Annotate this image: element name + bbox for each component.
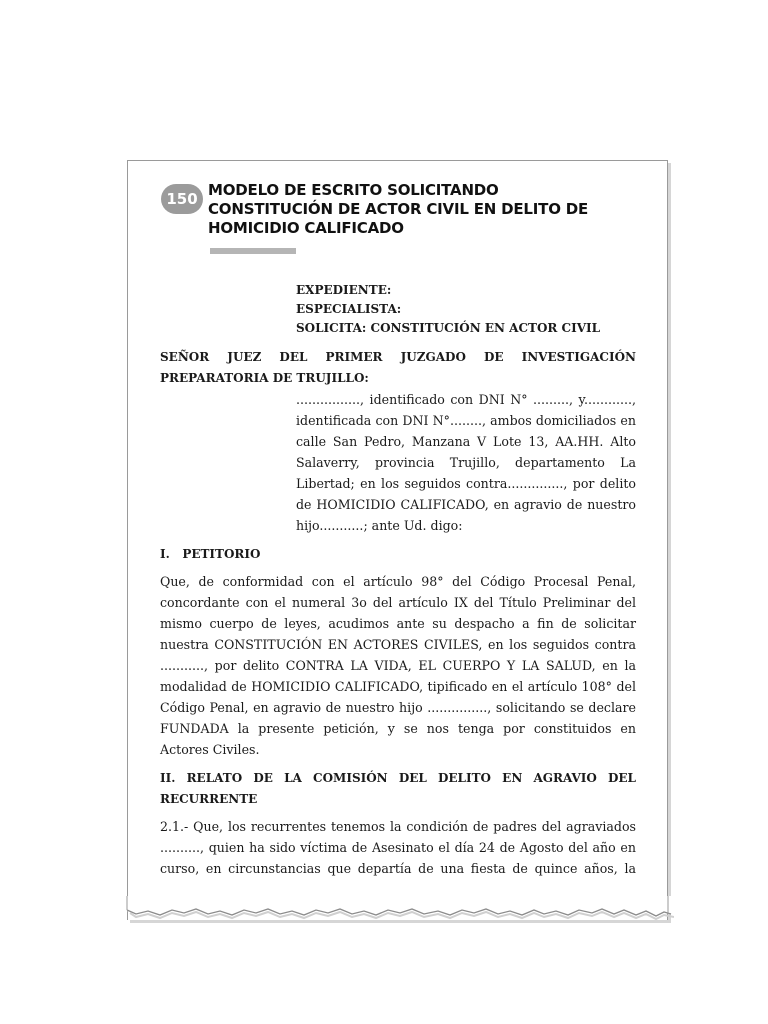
relato-heading: II. RELATO DE LA COMISIÓN DEL DELITO EN AGRAVIO DEL RECURRENTE	[160, 771, 636, 806]
document-body	[160, 347, 636, 879]
especialista-label: ESPECIALISTA:	[296, 302, 402, 316]
model-number-badge: 150	[161, 184, 203, 214]
petitorio-paragraph: Que, de conformidad con el artículo 98° del Código Procesal Penal, concordante con el numeral 3o del artículo IX del Título Preliminar del mismo cuerpo de leyes, acudimos ante su despacho a fin de solicitar nuestra CONSTITUCIÓN EN ACTORES CIVILES, en los seguidos contra ..........., por delito CONTRA LA VIDA, EL CUERPO Y LA SALUD, en la modalidad de HOMICIDIO CALIFICADO, tipificado en el artículo 108° del Código Penal, en agravio de nuestro hijo ..............., solicitando se declare FUNDADA la presente petición, y se nos tenga por constituidos en Actores Civiles.	[160, 574, 636, 757]
expediente-label: EXPEDIENTE:	[296, 283, 392, 297]
petitorio-heading: I. PETITORIO	[160, 547, 261, 561]
case-header	[296, 281, 656, 338]
document-title: MODELO DE ESCRITO SOLICITANDO CONSTITUCIÓN DE ACTOR CIVIL EN DELITO DE HOMICIDIO CALIFICADO	[208, 181, 589, 237]
torn-page-edge	[124, 896, 674, 926]
solicita-label: SOLICITA: CONSTITUCIÓN EN ACTOR CIVIL	[296, 321, 601, 335]
intro-paragraph: ................, identificado con DNI N° ........., y............, identificada con DNI N°........, ambos domiciliados en calle San Pedro, Manzana V Lote 13, AA.HH. Alto Salaverry, provincia Trujillo, departamento La Libertad; en los seguidos contra.............., por delito de HOMICIDIO CALIFICADO, en agravio de nuestro hijo...........; ante Ud. digo:	[296, 392, 636, 533]
addressee: SEÑOR JUEZ DEL PRIMER JUZGADO DE INVESTIGACIÓN PREPARATORIA DE TRUJILLO:	[160, 350, 636, 385]
relato-paragraph: 2.1.- Que, los recurrentes tenemos la condición de padres del agraviados .........., quien ha sido víctima de Asesinato el día 24 de Agosto del año en curso, en circunstancias que departía de una fiesta de quince años, la	[160, 819, 636, 876]
title-underline	[210, 248, 296, 254]
document-page	[127, 160, 668, 920]
